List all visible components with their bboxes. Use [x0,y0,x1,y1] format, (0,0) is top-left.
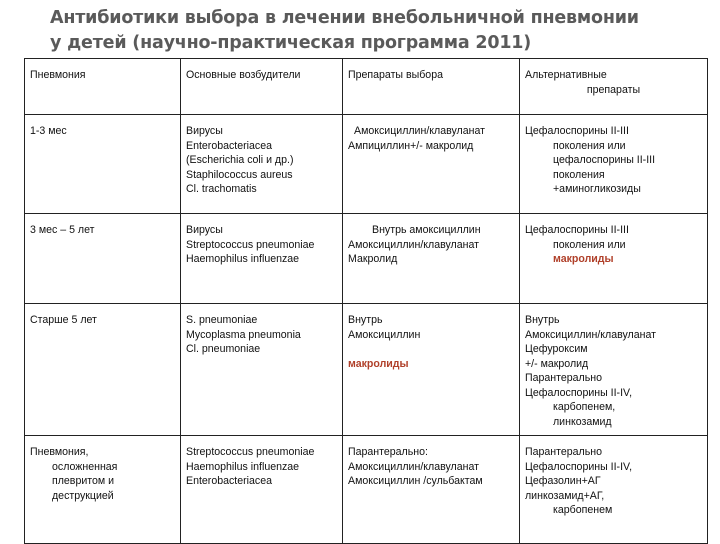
table-row [25,304,708,436]
cell-alternatives: Цефалоспорины II-III поколения или макролиды [520,214,708,304]
slide-title [50,6,710,56]
cell-pneumonia: 1-3 мес [25,115,181,214]
highlight-macrolides: макролиды [553,253,614,265]
cell-pathogens: S. pneumoniae Mycoplasma pneumonia Cl. pneumoniae [181,304,343,436]
cell-pneumonia: Старше 5 лет [25,304,181,436]
cell-alternatives: Цефалоспорины II-III поколения или цефалоспорины II-III поколения +аминогликозиды [520,115,708,214]
title-line-1: Антибиотики выбора в лечении внебольничной пневмонии [50,8,639,28]
highlight-macrolides: макролиды [348,357,409,370]
cell-first-choice: Внутрь амоксициллин Амоксициллин/клавуланат Макролид [343,214,520,304]
cell-first-choice: Амоксициллин/клавуланат Ампициллин+/- макролид [343,115,520,214]
cell-first-choice: Парантерально: Амоксициллин/клавуланат Амоксициллин /сульбактам [343,436,520,544]
header-pathogens: Основные возбудители [181,59,343,115]
cell-first-choice: Внутрь Амоксициллин макролиды [343,304,520,436]
header-pneumonia: Пневмония [25,59,181,115]
cell-pneumonia: 3 мес – 5 лет [25,214,181,304]
header-first-choice: Препараты выбора [343,59,520,115]
antibiotics-table [24,58,708,544]
title-line-2: у детей (научно-практическая программа 2011) [50,33,532,53]
cell-alternatives: Парантерально Цефалоспорины II-IV, Цефазолин+АГ линкозамид+АГ, карбопенем [520,436,708,544]
cell-pneumonia: Пневмония, осложненная плевритом и деструкцией [25,436,181,544]
header-alternatives: Альтернативные препараты [520,59,708,115]
table-row [25,115,708,214]
cell-pathogens: Вирусы Enterobacteriacea (Escherichia coli и др.) Staphilococcus aureus Cl. trachomatis [181,115,343,214]
cell-alternatives: Внутрь Амоксициллин/клавуланат Цефуроксим +/- макролид Парантерально Цефалоспорины II-IV, карбопенем, линкозамид [520,304,708,436]
cell-pathogens: Streptococcus pneumoniae Haemophilus influenzae Enterobacteriacea [181,436,343,544]
table-row [25,436,708,544]
table-header-row [25,59,708,115]
cell-pathogens: Вирусы Streptococcus pneumoniae Haemophilus influenzae [181,214,343,304]
table-row [25,214,708,304]
